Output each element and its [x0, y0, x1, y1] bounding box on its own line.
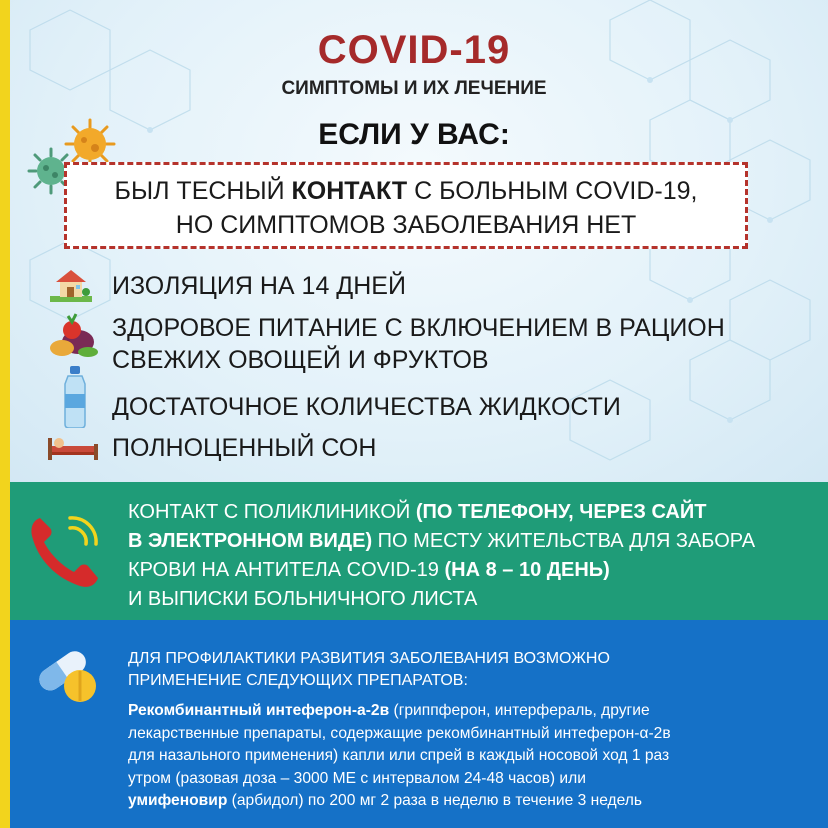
prevention-body-2: лекарственные препараты, содержащие рекомбинантный интеферон-α-2в — [128, 724, 671, 742]
phone-icon — [26, 508, 106, 592]
clinic-text-bold-1: (ПО ТЕЛЕФОНУ, ЧЕРЕЗ САЙТ — [415, 501, 707, 523]
drug-interferon: Рекомбинантный интеферон-а-2в — [128, 702, 390, 719]
clinic-text-4: И ВЫПИСКИ БОЛЬНИЧНОГО ЛИСТА — [128, 588, 478, 610]
close-contact-box — [64, 162, 748, 249]
prevention-body — [128, 700, 818, 813]
vegetables-icon — [48, 308, 100, 360]
contact-text-post: С БОЛЬНЫМ COVID-19, — [407, 177, 698, 205]
pills-icon — [32, 640, 104, 706]
clinic-text-2: ПО МЕСТУ ЖИТЕЛЬСТВА ДЛЯ ЗАБОРА — [372, 530, 756, 552]
healthy-food-line2: СВЕЖИХ ОВОЩЕЙ И ФРУКТОВ — [112, 346, 489, 374]
healthy-food-line1: ЗДОРОВОЕ ПИТАНИЕ С ВКЛЮЧЕНИЕМ В РАЦИОН — [112, 314, 725, 342]
prevention-heading-line2: ПРИМЕНЕНИЕ СЛЕДУЮЩИХ ПРЕПАРАТОВ: — [128, 672, 468, 689]
clinic-text-3: КРОВИ НА АНТИТЕЛА COVID-19 — [128, 559, 445, 581]
prevention-body-5: (арбидол) по 200 мг 2 раза в неделю в течение 3 недель — [227, 792, 643, 809]
house-icon — [50, 266, 92, 304]
clinic-text-bold-2: В ЭЛЕКТРОННОМ ВИДЕ) — [128, 530, 373, 552]
clinic-text-1: КОНТАКТ С ПОЛИКЛИНИКОЙ — [128, 501, 416, 523]
clinic-contact-text — [128, 498, 808, 614]
drug-umifenovir: умифеновир — [128, 792, 228, 809]
healthy-food-item — [112, 312, 725, 376]
prevention-heading — [128, 648, 808, 692]
prevention-heading-line1: ДЛЯ ПРОФИЛАКТИКИ РАЗВИТИЯ ЗАБОЛЕВАНИЯ ВОЗМОЖНО — [128, 650, 610, 667]
isolation-item: ИЗОЛЯЦИЯ НА 14 ДНЕЙ — [112, 272, 406, 300]
water-bottle-icon — [62, 366, 88, 428]
contact-text-line2: НО СИМПТОМОВ ЗАБОЛЕВАНИЯ НЕТ — [175, 211, 637, 239]
contact-text-bold: КОНТАКТ — [291, 177, 408, 205]
clinic-text-bold-3: (НА 8 – 10 ДЕНЬ) — [444, 559, 610, 581]
water-item: ДОСТАТОЧНОЕ КОЛИЧЕСТВА ЖИДКОСТИ — [112, 393, 621, 421]
sleep-item: ПОЛНОЦЕННЫЙ СОН — [112, 434, 377, 462]
contact-text-pre: БЫЛ ТЕСНЫЙ — [114, 177, 292, 205]
bed-icon — [48, 434, 98, 460]
prevention-body-4: утром (разовая доза – 3000 МЕ с интервалом 24-48 часов) или — [128, 769, 586, 787]
prevention-body-3: для назального применения) капли или спрей в каждый носовой ход 1 раз — [128, 747, 670, 764]
if-you-heading: ЕСЛИ У ВАС: — [318, 118, 510, 151]
page-title: COVID-19 — [317, 28, 511, 72]
prevention-body-1: (гриппферон, интерфераль, другие — [389, 702, 650, 719]
page-subtitle: СИМПТОМЫ И ИХ ЛЕЧЕНИЕ — [281, 78, 547, 99]
